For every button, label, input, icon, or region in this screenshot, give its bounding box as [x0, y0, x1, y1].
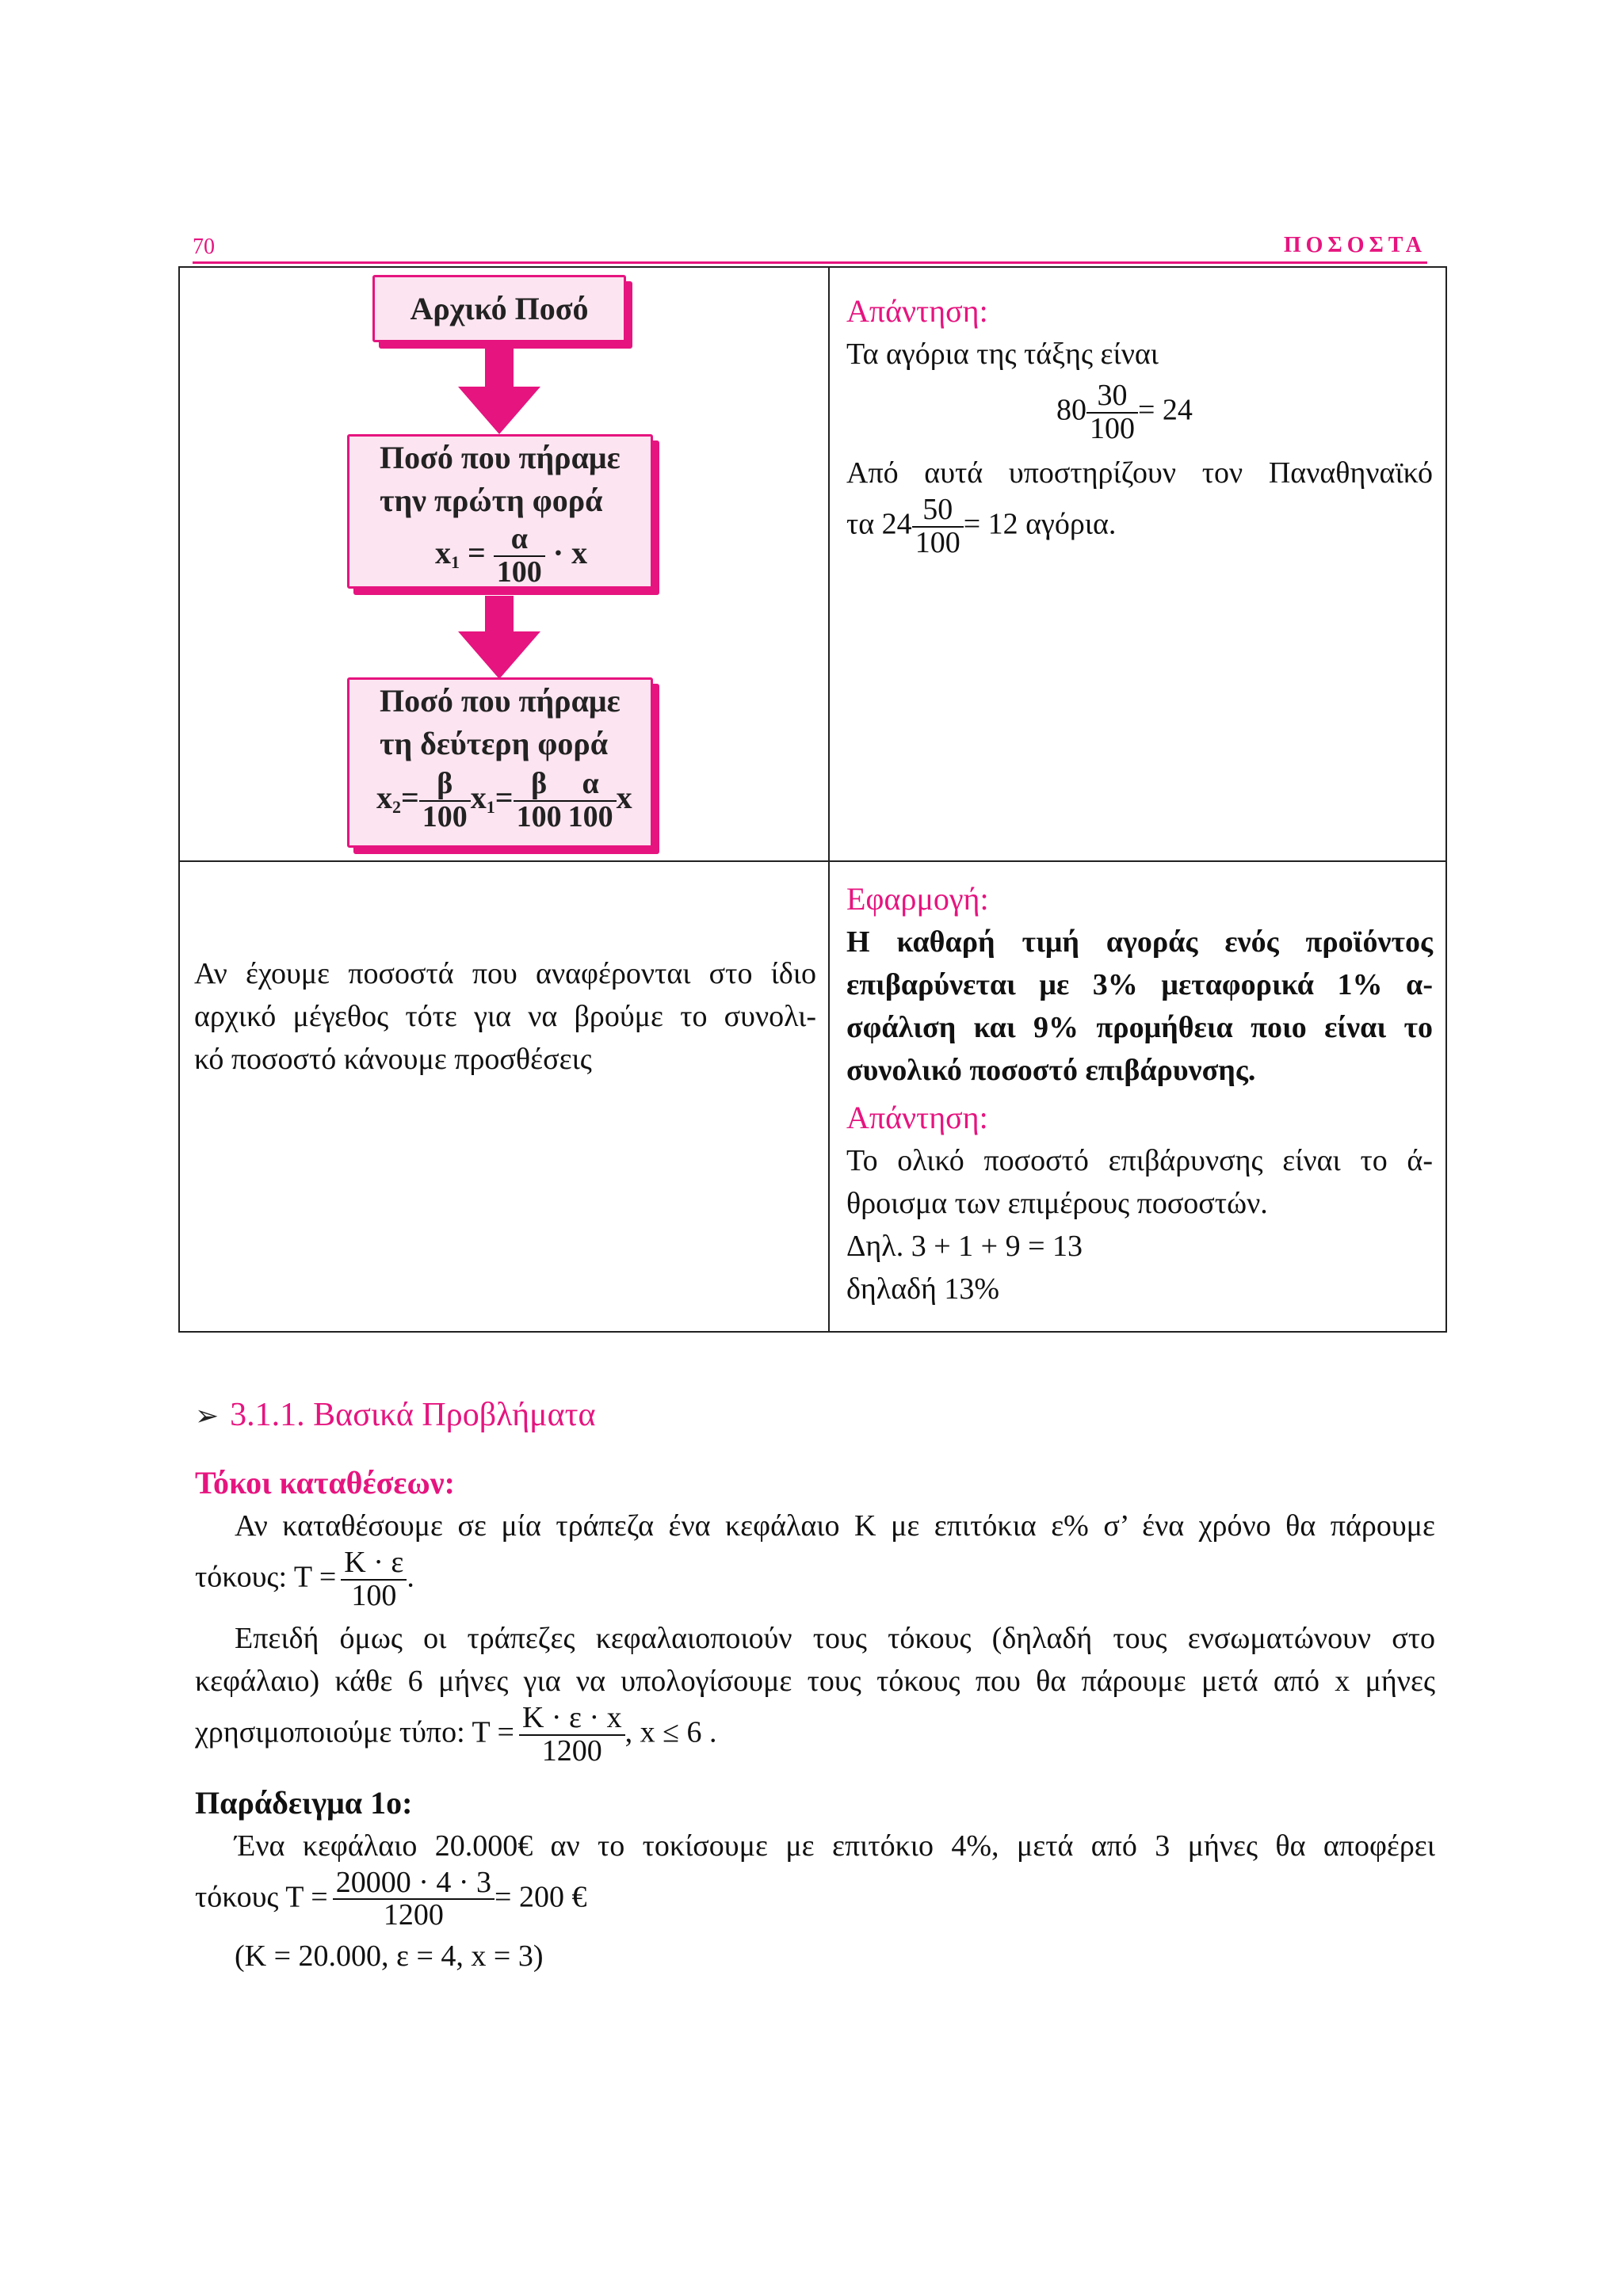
table-column-divider [828, 266, 830, 1333]
rule-cell [194, 952, 816, 1081]
table-row-divider [178, 860, 1447, 862]
flow-box3-line2: τη δεύτερη φορά [380, 726, 609, 761]
formula-interest-year: τόκους: Τ = $\frac{K \cdot \varepsilon}{100}$ . [195, 1546, 414, 1612]
formula-times-x: · x [552, 535, 588, 571]
rule-line-1: Αν έχουμε ποσοστά που αναφέρονται στο ίδιο [194, 957, 816, 990]
flow-arrow-shaft-2 [485, 596, 514, 634]
answer-formula-fans: τα 24 $\frac{50}{100}$ = 12 αγόρια. [846, 492, 1117, 559]
application-answer-heading: Απάντηση: [846, 1100, 988, 1135]
bullet-arrow-icon: ➢ [195, 1400, 220, 1432]
paragraph-2a: Επειδή όμως οι τράπεζες κεφαλαιοποιούν τους τόκους (δηλαδή τους ενσωματώνουν στο [235, 1621, 1435, 1655]
application-answer-line-1: Το ολικό ποσοστό επιβάρυνσης είναι το ά- [846, 1144, 1433, 1177]
flow-box-first-time [347, 434, 653, 589]
flow-box-second-time [347, 677, 653, 848]
flow-box-initial-amount [372, 275, 626, 342]
flow-box2-line1: Ποσό που πήραμε [380, 440, 621, 475]
application-line-1: Η καθαρή τιμή αγοράς ενός προϊόντος [846, 925, 1433, 959]
example-line-1: Ένα κεφάλαιο 20.000€ αν το τοκίσουμε με επιτόκιο 4%, μετά από 3 μήνες θα αποφέρει [235, 1829, 1435, 1863]
application-answer-line-3: Δηλ. 3 + 1 + 9 = 13 [846, 1230, 1083, 1263]
answer-line-fans: Από αυτά υποστηρίζουν τον Παναθηναϊκό [846, 456, 1433, 490]
paragraph-1: Αν καταθέσουμε σε μία τράπεζα ένα κεφάλαιο Κ με επιτόκια ε% σ’ ένα χρόνο θα πάρουμε [235, 1509, 1435, 1543]
answer-line-boys: Τα αγόρια της τάξης είναι [846, 338, 1159, 371]
application-answer-line-4: δηλαδή 13% [846, 1272, 1000, 1306]
rule-line-3: κό ποσοστό κάνουμε προσθέσεις [194, 1043, 592, 1076]
running-title: ΠΟΣΟΣΤΑ [1283, 233, 1426, 257]
fraction-alpha-100: $\frac{\alpha}{100}$ [494, 524, 545, 589]
page-number: 70 [193, 235, 215, 259]
flow-arrow-down-icon [458, 631, 540, 679]
answer-heading: Απάντηση: [846, 293, 988, 329]
flow-arrow-shaft-1 [485, 349, 514, 388]
flow-box3-line1: Ποσό που πήραμε [380, 683, 621, 719]
section-title-text: 3.1.1. Βασικά Προβλήματα [230, 1397, 596, 1433]
formula-x2: $x_2=$ $\frac{\beta}{100}$ $x_1=$ $\frac{\beta}{100}$ $\frac{\alpha}{100}$ x [376, 767, 632, 833]
fraction-beta-100: $\frac{\beta}{100}$ [419, 769, 471, 833]
flow-arrow-down-icon [458, 387, 540, 434]
answer-cell-top [846, 290, 1433, 559]
application-cell [846, 878, 1433, 1310]
flow-box2-line2: την πρώτη φορά [380, 482, 603, 518]
formula-sub: 1 [451, 552, 460, 573]
paragraph-2b: κεφάλαιο) κάθε 6 μήνες για να υπολογίσουμε τους τόκους που θα πάρουμε μετά από x μήνες [195, 1664, 1435, 1698]
example-line-2: (Κ = 20.000, ε = 4, x = 3) [235, 1939, 544, 1974]
flow-box-initial-label: Αρχικό Ποσό [410, 291, 589, 326]
application-line-3: σφάλιση και 9% προμήθεια ποιο είναι το [846, 1011, 1433, 1044]
formula-eq: = [468, 535, 486, 571]
formula-example: τόκους Τ = $\frac{20000 \cdot 4 \cdot 3}{1200}$ = 200 € [195, 1865, 587, 1932]
header-rule [193, 261, 1427, 264]
rule-line-2: αρχικό μέγεθος τότε για να βρούμε το συνολι- [194, 1000, 816, 1033]
application-line-4: συνολικό ποσοστό επιβάρυνσης. [846, 1054, 1256, 1087]
fraction-alpha-100-b: $\frac{\alpha}{100}$ [565, 769, 617, 833]
answer-formula-boys: 80 $\frac{30}{100}$ = 24 [1056, 379, 1193, 445]
example-title: Παράδειγμα 1ο: [195, 1784, 413, 1821]
application-heading: Εφαρμογή: [846, 881, 989, 917]
fraction-beta-100-b: $\frac{\beta}{100}$ [514, 769, 565, 833]
formula-x1 [380, 524, 651, 589]
section-body [195, 1462, 1435, 1978]
subheading-deposits: Τόκοι καταθέσεων: [195, 1465, 455, 1501]
formula-var: x [435, 535, 451, 571]
application-answer-line-2: θροισμα των επιμέρους ποσοστών. [846, 1187, 1268, 1220]
section-title [195, 1396, 595, 1434]
application-line-2: επιβαρύνεται με 3% μεταφορικά 1% α- [846, 968, 1433, 1001]
formula-interest-months: χρησιμοποιούμε τύπο: Τ = $\frac{K \cdot \varepsilon \cdot x}{1200}$ , x ≤ 6 . [195, 1700, 717, 1768]
